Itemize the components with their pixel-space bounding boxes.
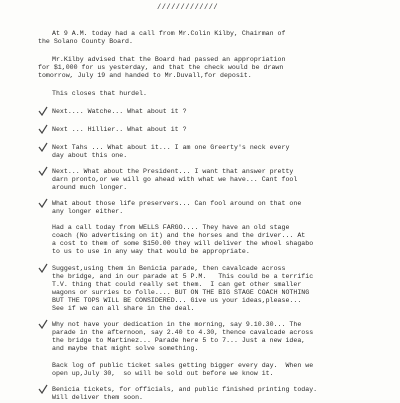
paragraph-line: Next... What about the President... I want that answer pretty: [52, 168, 294, 175]
paragraph-line: to us to use in any way that would be appropriate.: [52, 248, 250, 255]
paragraph-line: for $1,000 for us yesterday, and that the check would be drawn: [38, 64, 284, 71]
paragraph-line: Back log of public ticket sales getting bigger every day. When we: [52, 362, 314, 369]
checkmark-icon: [38, 106, 48, 116]
paragraph-line: the bridge, and in our parade at 5 P.M. This could be a terrific: [52, 273, 314, 280]
paragraph-line: day about this one.: [52, 152, 128, 159]
paragraph-line: What about those life preservers... Can fool around on that one: [52, 200, 302, 207]
paragraph-line: See if we can all share in the deal.: [52, 305, 195, 312]
paragraph-line: Benicia tickets, for officials, and public finished printing today.: [52, 386, 318, 393]
checkmark-icon: [38, 384, 48, 394]
paragraph-line: open up,July 30, so will be sold out before we know it.: [52, 370, 274, 377]
paragraph-line: coach (No advertising on it) and the horses and the driver... At: [52, 232, 306, 239]
paragraph-line: the bridge to Martinez... Parade here 5 to 7... Just a new idea,: [52, 337, 306, 344]
paragraph-line: Next.... Watche... What about it ?: [52, 108, 187, 115]
paragraph-line: tomorrow, July 19 and handed to Mr.Duvall,for deposit.: [38, 72, 252, 79]
paragraph-line: parade in the afternoon, say 2.40 to 4.30, thence cavalcade across: [52, 329, 314, 336]
paragraph-line: and maybe that might solve something.: [52, 345, 199, 352]
paragraph-line: wagons or surries to folle.... BUT ON THE BIG STAGE COACH NOTHING: [52, 289, 310, 296]
paragraph-line: Suggest,using them in Benicia parade, then cavalcade across: [52, 265, 286, 272]
paragraph-line: Had a call today from WELLS FARGO.... They have an old stage: [52, 224, 290, 231]
paragraph-line: Why not have your dedication in the morning, say 9.10.30... The: [52, 321, 302, 328]
paragraph-line: darn pronto,or we will go ahead with what we have... Cant fool: [52, 176, 298, 183]
checkmark-icon: [38, 124, 48, 134]
paragraph-line: BUT THE TOPS WILL BE CONSIDERED... Give us your ideas,please...: [52, 297, 302, 304]
paragraph-line: Next Tahs ... What about it... I am one Greerty's neck every: [52, 144, 290, 151]
checkmark-icon: [38, 142, 48, 152]
paragraph-line: Next ... Hillier.. What about it ?: [52, 126, 187, 133]
checkmark-icon: [38, 198, 48, 208]
paragraph-line: Will deliver them soon.: [52, 394, 144, 401]
paragraph-line: This closes that hurdel.: [52, 90, 147, 97]
checkmark-icon: [38, 166, 48, 176]
struck-out-header: /////////////: [157, 4, 219, 12]
paragraph-line: around much longer.: [52, 184, 128, 191]
paragraph-line: Mr.Kilby advised that the Board had passed an appropriation: [52, 56, 286, 63]
paragraph-line: T.V. thing that could really set them. I can get other smaller: [52, 281, 302, 288]
paragraph-line: a cost to them of some $150.00 they will deliver the whoel shagabo: [52, 240, 314, 247]
paragraph-line: the Solano County Board.: [38, 38, 133, 45]
paragraph-line: any longer either.: [52, 208, 124, 215]
checkmark-icon: [38, 319, 48, 329]
checkmark-icon: [38, 263, 48, 273]
paragraph-line: At 9 A.M. today had a call from Mr.Colin Kilby, Chairman of: [52, 30, 286, 37]
